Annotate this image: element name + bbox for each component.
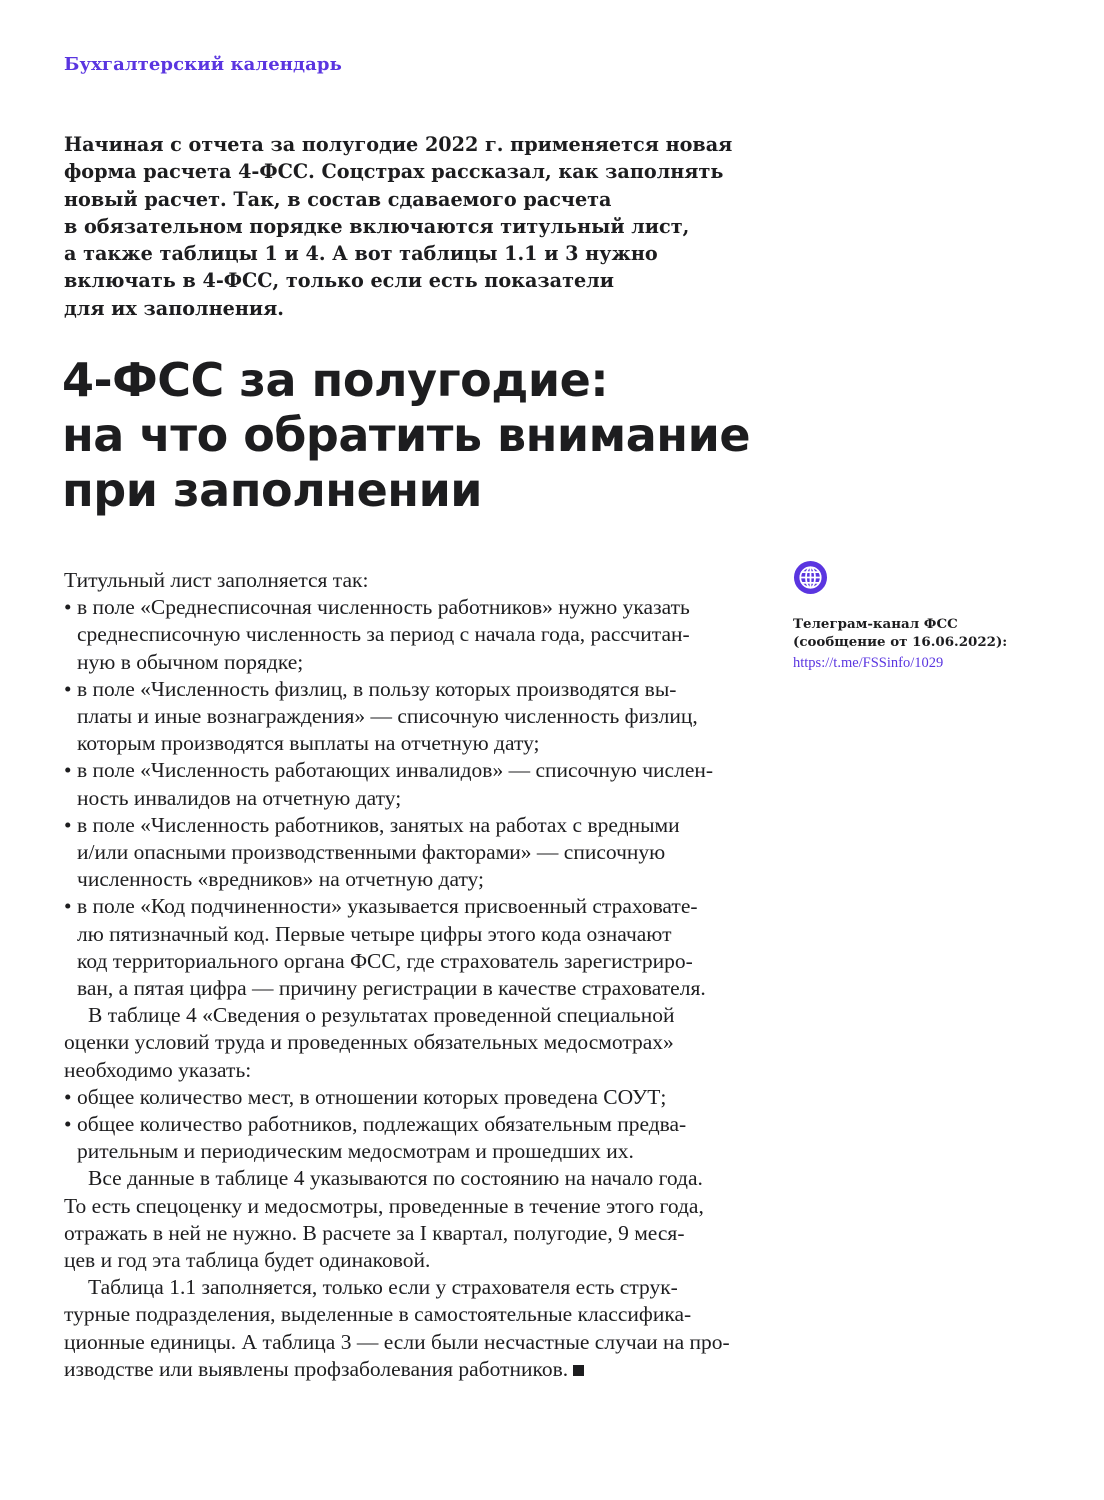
bullet-item: [64, 676, 754, 703]
body-line: ность инвалидов на отчетную дату;: [77, 785, 402, 810]
bullet-item: [64, 812, 754, 839]
bullet-text: в поле «Численность работников, занятых на работах с вредными: [77, 812, 680, 837]
bullet-marker: •: [64, 1084, 72, 1109]
lead-line: а также таблицы 1 и 4. А вот таблицы 1.1 и 3 нужно: [64, 242, 658, 266]
body-line: ван, а пятая цифра — причину регистрации в качестве страхователя.: [77, 976, 706, 1001]
bullet-text: в поле «Среднесписочная численность работников» нужно указать: [77, 595, 690, 620]
bullet-marker: •: [64, 812, 72, 837]
body-last-text: изводстве или выявлены профзаболевания работников.: [64, 1356, 569, 1381]
lead-line: в обязательном порядке включаются титульный лист,: [64, 214, 690, 238]
bullet-text: в поле «Численность работающих инвалидов» — списочную числен-: [77, 758, 714, 783]
bullet-item: [64, 757, 754, 784]
body-line: То есть спецоценку и медосмотры, проведенные в течение этого года,: [64, 1193, 704, 1218]
end-of-article-mark: [573, 1365, 584, 1376]
body-line: ную в обычном порядке;: [77, 649, 304, 674]
bullet-marker: •: [64, 758, 72, 783]
bullet-marker: •: [64, 595, 72, 620]
body-line: турные подразделения, выделенные в самостоятельные классифика-: [64, 1302, 692, 1327]
bullet-marker: •: [64, 894, 72, 919]
title-line: на что обратить внимание: [62, 408, 751, 462]
body-line: и/или опасными производственными факторами» — списочную: [77, 840, 666, 865]
body-line: платы и иные вознаграждения» — списочную численность физлиц,: [77, 704, 698, 729]
body-line: которым производятся выплаты на отчетную дату;: [77, 731, 540, 756]
bullet-item: [64, 893, 754, 920]
body-line: цев и год эта таблица будет одинаковой.: [64, 1248, 431, 1273]
lead-line: для их заполнения.: [64, 296, 284, 320]
body-line: оценки условий труда и проведенных обязательных медосмотрах»: [64, 1030, 674, 1055]
lead-line: форма расчета 4-ФСС. Соцстрах рассказал, как заполнять: [64, 160, 724, 184]
globe-icon: [793, 560, 828, 595]
body-line: рительным и периодическим медосмотрам и прошедших их.: [77, 1139, 634, 1164]
bullet-text: в поле «Численность физлиц, в пользу которых производятся вы-: [77, 676, 677, 701]
title-line: 4-ФСС за полугодие:: [62, 353, 609, 407]
source-title: [793, 615, 1053, 651]
bullet-text: общее количество мест, в отношении которых проведена СОУТ;: [77, 1084, 667, 1109]
source-sidebar: [793, 560, 1053, 672]
bullet-marker: •: [64, 1112, 72, 1137]
bullet-item: [64, 1111, 754, 1138]
body-line: необходимо указать:: [64, 1057, 252, 1082]
article-title: [62, 353, 822, 518]
body-line-last: [64, 1356, 754, 1383]
article-body: [64, 567, 754, 1383]
source-link[interactable]: https://t.me/FSSinfo/1029: [793, 655, 944, 671]
bullet-text: общее количество работников, подлежащих обязательным предва-: [77, 1112, 687, 1137]
body-line: код территориального органа ФСС, где страхователь зарегистриро-: [77, 948, 693, 973]
body-line: отражать в ней не нужно. В расчете за I квартал, полугодие, 9 меся-: [64, 1220, 685, 1245]
bullet-marker: •: [64, 676, 72, 701]
lead-line: Начиная с отчета за полугодие 2022 г. применяется новая: [64, 133, 733, 156]
body-line: Титульный лист заполняется так:: [64, 568, 369, 592]
body-line: среднесписочную численность за период с начала года, рассчитан-: [77, 622, 690, 647]
body-line: Таблица 1.1 заполняется, только если у страхователя есть струк-: [88, 1275, 678, 1300]
body-line: В таблице 4 «Сведения о результатах проведенной специальной: [88, 1003, 675, 1028]
body-line: численность «вредников» на отчетную дату;: [77, 867, 484, 892]
body-line: Все данные в таблице 4 указываются по состоянию на начало года.: [88, 1166, 703, 1191]
title-line: при заполнении: [62, 463, 483, 517]
body-line: ционные единицы. А таблица 3 — если были несчастные случаи на про-: [64, 1329, 730, 1354]
bullet-item: [64, 1084, 754, 1111]
bullet-item: [64, 594, 754, 621]
bullet-text: в поле «Код подчиненности» указывается присвоенный страховате-: [77, 894, 698, 919]
lead-line: включать в 4-ФСС, только если есть показатели: [64, 269, 614, 293]
lead-paragraph: [64, 131, 754, 322]
lead-line: новый расчет. Так, в состав сдаваемого расчета: [64, 187, 612, 211]
body-line: лю пятизначный код. Первые четыре цифры этого кода означают: [77, 921, 672, 946]
source-title-line: (сообщение от 16.06.2022):: [793, 634, 1008, 650]
source-title-line: Телеграм-канал ФСС: [793, 616, 958, 632]
section-label: Бухгалтерский календарь: [64, 54, 342, 75]
